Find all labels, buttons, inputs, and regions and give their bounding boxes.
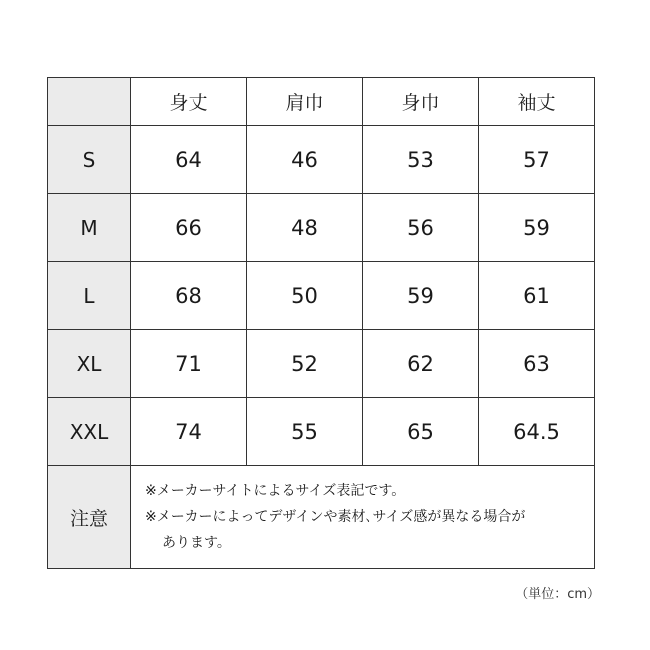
value-cell: 62 <box>363 330 479 398</box>
value-cell: 66 <box>131 194 247 262</box>
note-line: ※メーカーサイトによるサイズ表記です。 <box>145 483 406 499</box>
value-cell: 63 <box>479 330 595 398</box>
value-cell: 53 <box>363 126 479 194</box>
notes-label: 注意 <box>48 466 131 569</box>
notes-text <box>131 466 595 569</box>
value-cell: 59 <box>363 262 479 330</box>
value-cell: 68 <box>131 262 247 330</box>
value-cell: 61 <box>479 262 595 330</box>
value-cell: 48 <box>247 194 363 262</box>
value-cell: 64.5 <box>479 398 595 466</box>
header-width: 身巾 <box>363 78 479 126</box>
header-length: 身丈 <box>131 78 247 126</box>
header-sleeve: 袖丈 <box>479 78 595 126</box>
notes-row <box>48 466 595 569</box>
value-cell: 46 <box>247 126 363 194</box>
size-label: M <box>48 194 131 262</box>
size-label: L <box>48 262 131 330</box>
value-cell: 74 <box>131 398 247 466</box>
size-label: XL <box>48 330 131 398</box>
corner-cell <box>48 78 131 126</box>
value-cell: 56 <box>363 194 479 262</box>
value-cell: 65 <box>363 398 479 466</box>
value-cell: 55 <box>247 398 363 466</box>
size-label: XXL <box>48 398 131 466</box>
size-table <box>47 77 595 569</box>
value-cell: 52 <box>247 330 363 398</box>
value-cell: 57 <box>479 126 595 194</box>
table-row-xxl <box>48 398 595 466</box>
table-row-xl <box>48 330 595 398</box>
value-cell: 64 <box>131 126 247 194</box>
value-cell: 50 <box>247 262 363 330</box>
note-line: あります。 <box>162 535 231 551</box>
note-line: ※メーカーによってデザインや素材､サイズ感が異なる場合が <box>145 509 526 525</box>
table-row-m <box>48 194 595 262</box>
size-label: S <box>48 126 131 194</box>
table-row-s <box>48 126 595 194</box>
value-cell: 71 <box>131 330 247 398</box>
value-cell: 59 <box>479 194 595 262</box>
header-row <box>48 78 595 126</box>
table-row-l <box>48 262 595 330</box>
header-shoulder: 肩巾 <box>247 78 363 126</box>
unit-label: （単位：cm） <box>515 587 600 602</box>
